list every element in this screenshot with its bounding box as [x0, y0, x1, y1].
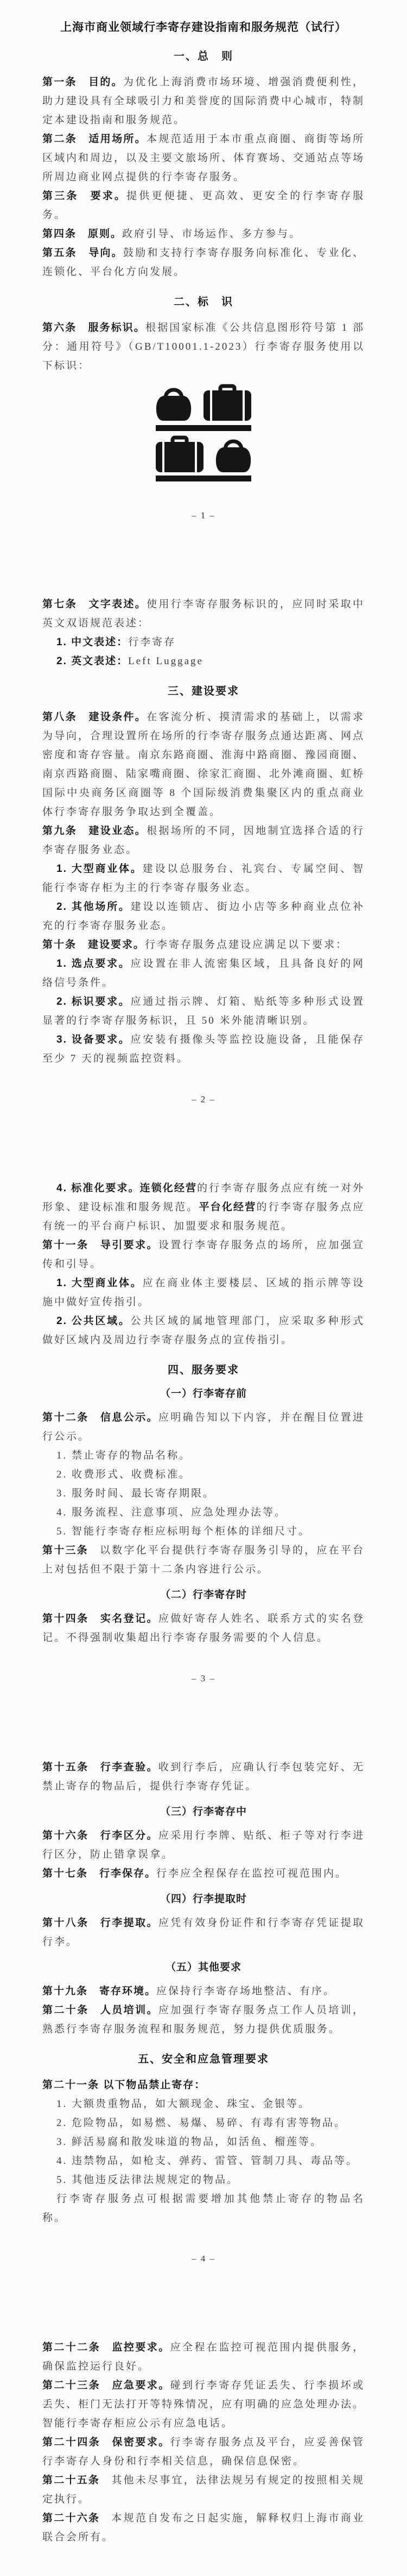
bold-text: 第七条 文字表述。 [42, 599, 147, 610]
body-text: 5. 智能行李寄存柜应标明每个柜体的详细尺寸。 [56, 1526, 311, 1537]
bold-text: 1. 中文表述： [56, 637, 129, 648]
body-text: 应加强行李寄存服务点工作人员培训，熟悉行李寄存服务流程和服务规范，努力提供优质服务。 [42, 2005, 365, 2035]
bold-text: 3. 设备要求。 [56, 1034, 131, 1045]
body-text: Left Luggage [128, 656, 204, 667]
list-10-3 [42, 1030, 365, 1068]
doc-title: 上海市商业领域行李寄存建设指南和服务规范（试行） [60, 21, 347, 34]
bold-text: 2. 公共区域。 [56, 1315, 131, 1327]
article-15 [42, 1758, 365, 1796]
body-text: 应全程在监控可视范围内提供服务，确保监控运行良好。 [42, 2342, 365, 2372]
body-text: 其他未尽事宜，法律法规另有规定的按照相关规定执行。 [42, 2475, 365, 2505]
section-heading-4: 四、服务要求 [168, 1364, 239, 1376]
article-5 [42, 243, 365, 281]
article-3 [42, 187, 365, 224]
body-text: 设置行李寄存服务点的场所，应加强宣传和引导。 [42, 1239, 365, 1270]
list-english-label [42, 652, 365, 671]
page-number-4: – 4 – [192, 2253, 215, 2264]
page-3 [0, 1179, 407, 1684]
body-text: 4. 服务流程、注意事项、应急处理办法等。 [56, 1507, 287, 1518]
bold-text: 第二十二条 监控要求。 [42, 2342, 170, 2353]
body-text: 应安装有摄像头等监控设施设备，且能保存至少 7 天的视频监控资料。 [42, 1034, 365, 1064]
bold-text: 第五条 导向。 [42, 247, 123, 259]
bold-text: 第二十六条 [42, 2513, 112, 2524]
bold-text: 第二十五条 [42, 2475, 112, 2486]
body-text: 本规范自发布之日起实施，解释权归上海市商业联合会所有。 [42, 2513, 365, 2543]
body-text: 应设置在非人流密集区域，且具备良好的网络信号条件。 [42, 958, 365, 988]
article-22 [42, 2338, 365, 2376]
body-text: 政府引导、市场运作、多方参与。 [122, 228, 302, 240]
list-9-1 [42, 859, 365, 897]
bold-text: 第一条 目的。 [42, 76, 123, 88]
article-24 [42, 2433, 365, 2471]
section-heading-3: 三、建设要求 [168, 685, 239, 697]
list-21-5 [42, 2170, 365, 2189]
bold-text: 第二十四条 保密要求。 [42, 2437, 170, 2448]
body-text: 公共区域的属地管理部门，应采取多种形式做好区域内及周边行李寄存服务点的宣传指引。 [42, 1315, 365, 1346]
body-text: 根据场所的不同，因地制宜选择合适的行李寄存服务业态。 [42, 825, 365, 856]
list-11-1 [42, 1274, 365, 1312]
bold-text: 第十七条 行李保存。 [42, 1868, 157, 1879]
body-text: 行李寄存服务点建设应满足以下要求： [145, 939, 348, 950]
bold-text: 平台化经营 [199, 1202, 257, 1213]
body-text: 收到行李后，应确认行李包装完好、无禁止寄存的物品后，提供行李寄存凭证。 [42, 1762, 365, 1792]
bold-text: 第十九条 寄存环境。 [42, 1986, 157, 1997]
body-text: 行李寄存 [128, 637, 176, 648]
body-text: 为优化上海消费市场环境、增强消费便利性，助力建设具有全球吸引力和美誉度的国际消费中心城市，特制定本建设指南和服务规范。 [42, 76, 365, 126]
bold-text: 1. 大型商业体。 [56, 863, 143, 875]
list-10-1 [42, 954, 365, 992]
article-25 [42, 2471, 365, 2509]
list-10-4 [42, 1179, 365, 1236]
bold-text: 第十三条 [42, 1545, 100, 1556]
sub-heading-4-5: （五）其他要求 [165, 1962, 241, 1973]
body-text: 的行李寄存服务点应有统一对外形象、建设标准和服务规范。 [42, 1183, 365, 1213]
article-20 [42, 2001, 365, 2039]
paragraph-21-extra [42, 2189, 365, 2227]
article-17 [42, 1864, 365, 1883]
bold-text: 第十五条 行李查验。 [42, 1762, 158, 1773]
page-number-3: – 3 – [192, 1673, 215, 1684]
body-text: 提供更便捷、更高效、更安全的行李寄存服务。 [42, 190, 365, 221]
page-number-1: – 1 – [192, 510, 215, 521]
article-12 [42, 1408, 365, 1446]
body-text: 行李寄存服务点可根据需要增加其他禁止寄存的物品名称。 [42, 2193, 365, 2224]
body-text: 建设以连锁店、街边小店等多种商业点位补充的行李寄存服务业态。 [42, 901, 365, 932]
list-12-1 [42, 1446, 365, 1465]
bold-text: 1. 大型商业体。 [56, 1277, 143, 1289]
article-13 [42, 1541, 365, 1579]
bold-text: 第二十三条 应急要求。 [42, 2380, 170, 2391]
body-text: 应保持行李寄存场地整洁、有序。 [156, 1986, 336, 1997]
body-text: 应在商业体主要楼层、区域的指示牌等设施中做好宣传指引。 [42, 1277, 365, 1308]
list-11-2 [42, 1312, 365, 1350]
body-text: 行李应全程保存在监控可视范围内。 [156, 1868, 348, 1879]
page-4 [0, 1758, 407, 2264]
article-10 [42, 935, 365, 954]
list-21-2 [42, 2114, 365, 2132]
bold-text: 2. 英文表述： [56, 656, 129, 667]
article-4 [42, 224, 365, 243]
list-21-3 [42, 2132, 365, 2151]
article-26 [42, 2509, 365, 2547]
bold-text: 1. 选点要求。 [56, 958, 131, 969]
body-text: 1. 大额贵重物品，如大额现金、珠宝、金银等。 [56, 2098, 311, 2110]
bold-text: 第十四条 实名登记。 [42, 1613, 158, 1624]
article-16 [42, 1826, 365, 1864]
list-10-2 [42, 992, 365, 1030]
body-text: 使用行李寄存服务标识的，应同时采取中英文双语规范表述： [42, 599, 365, 629]
body-text: 应明确告知以下内容，并在醒目位置进行公示。 [42, 1412, 365, 1442]
body-text: 1. 禁止寄存的物品名称。 [56, 1450, 192, 1461]
section-heading-5: 五、安全和应急管理要求 [138, 2053, 269, 2065]
page-5 [0, 2338, 407, 2547]
body-text: 以数字化平台提供行李寄存服务引导的，应在平台上对包括但不限于第十二条内容进行公示。 [42, 1545, 365, 1575]
section-heading-2: 二、标 识 [174, 296, 233, 308]
sub-heading-4-3: （三）行李寄存中 [160, 1806, 247, 1817]
sub-heading-4-4: （四）行李提取时 [160, 1893, 247, 1905]
body-text: 行李寄存服务点及平台，应妥善保管行李寄存人身份和行李相关信息，确保信息保密。 [42, 2437, 365, 2467]
article-11 [42, 1236, 365, 1274]
article-8 [42, 708, 365, 821]
list-21-1 [42, 2095, 365, 2114]
bold-text: 连锁化经营 [139, 1183, 198, 1194]
list-12-5 [42, 1522, 365, 1541]
page-number-2: – 2 – [192, 1094, 215, 1104]
bold-text: 第三条 要求。 [42, 190, 127, 202]
article-23 [42, 2376, 365, 2433]
body-text: 本规范适用于本市重点商圈、商街等场所区域内和周边，以及主要文旅场所、体育赛场、交通站点等场所周边商业网点提供的行李寄存服务。 [42, 133, 365, 183]
body-text: 根据国家标准《公共信息图形符号第 1 部分：通用符号》（GB/T10001.1-2023）行李寄存服务使用以下标识： [42, 322, 365, 371]
bold-text: 第二十条 人员培训。 [42, 2005, 158, 2016]
body-text: 3. 鲜活易腐和散发味道的物品，如活鱼、榴莲等。 [56, 2136, 323, 2148]
body-text: 的行李寄存服务点应有统一的平台商户标识、加盟要求和服务规范。 [42, 1202, 365, 1232]
body-text: 5. 其他违反法律法规规定的物品。 [56, 2174, 239, 2186]
article-1 [42, 73, 365, 130]
body-text: 应做好寄存人姓名、联系方式的实名登记。不得强制收集超出行李寄存服务需要的个人信息。 [42, 1613, 365, 1643]
body-text: 在客流分析、摸清需求的基础上，以需求为导向，合理设置所在场所的行李寄存服务点通达距离、网点密度和寄存容量。南京东路商圈、淮海中路商圈、豫园商圈、南京西路商圈、陆家嘴商圈、徐家汇商圈、北外滩商圈、虹桥国际中央商务区商圈等 8 个国际级消费集聚区内的重点商业体行李寄存服务争取达到全覆盖。 [42, 711, 365, 818]
body-text: 4. 违禁物品，如枪支、弹药、雷管、管制刀具、毒品等。 [56, 2155, 359, 2167]
article-7 [42, 595, 365, 633]
bold-text: 2. 其他场所。 [56, 901, 131, 913]
bold-text: 第十八条 行李提取。 [42, 1917, 158, 1929]
list-12-3 [42, 1484, 365, 1503]
bold-text: 第四条 原则。 [42, 228, 123, 240]
article-2 [42, 130, 365, 187]
bold-text: 第十条 建设要求。 [42, 939, 145, 950]
page-1 [0, 0, 407, 521]
bold-text: 第九条 建设业态。 [42, 825, 147, 837]
article-21 [42, 2076, 365, 2095]
body-text: 应采用行李牌、贴纸、柜子等对行李进行区分，防止错拿误拿。 [42, 1830, 365, 1860]
article-6 [42, 318, 365, 375]
list-12-2 [42, 1465, 365, 1484]
article-18 [42, 1913, 365, 1951]
body-text: 碰到行李寄存凭证丢失、行李损坏或丢失、柜门无法打开等特殊情况，应有明确的应急处理办法。智能行李寄存柜应公示有应急电话。 [42, 2380, 365, 2429]
body-text: 鼓励和支持行李寄存服务向标准化、专业化、连锁化、平台化方向发展。 [42, 247, 365, 278]
bold-text: 第十二条 信息公示。 [42, 1412, 158, 1423]
list-chinese-label [42, 633, 365, 652]
bold-text: 第十六条 行李区分。 [42, 1830, 158, 1841]
section-heading-1: 一、总 则 [174, 50, 233, 62]
list-12-4 [42, 1503, 365, 1522]
list-21-4 [42, 2151, 365, 2170]
bold-text: 第二十一条 以下物品禁止寄存： [42, 2079, 206, 2091]
list-9-2 [42, 897, 365, 935]
body-text: 3. 服务时间、最长寄存期限。 [56, 1488, 215, 1499]
body-text: 建设以总服务台、礼宾台、专属空间、智能行李寄存柜为主的行李寄存服务业态。 [42, 863, 365, 894]
body-text: 2. 收费形式、收费标准。 [56, 1469, 192, 1480]
sub-heading-4-1: （一）行李寄存前 [160, 1388, 247, 1399]
article-9 [42, 821, 365, 859]
body-text: 2. 危险物品，如易燃、易爆、易碎、有毒有害等物品。 [56, 2117, 347, 2129]
left-luggage-icon [156, 384, 251, 484]
bold-text: 第二条 适用场所。 [42, 133, 147, 145]
bold-text: 2. 标识要求。 [56, 996, 131, 1007]
article-14 [42, 1609, 365, 1647]
body-text: 应通过指示牌、灯箱、贴纸等多种形式设置显著的行李寄存服务标识，且 50 米外能清晰识别。 [42, 996, 365, 1026]
bold-text: 第十一条 导引要求。 [42, 1239, 158, 1251]
article-19 [42, 1982, 365, 2001]
bold-text: 4. 标准化要求。 [56, 1183, 140, 1194]
bold-text: 第八条 建设条件。 [42, 711, 147, 723]
sub-heading-4-2: （二）行李寄存时 [160, 1589, 247, 1601]
page-2 [0, 595, 407, 1105]
body-text: 应凭有效身份证件和行李寄存凭证提取行李。 [42, 1917, 365, 1948]
bold-text: 第六条 服务标识。 [42, 322, 145, 333]
